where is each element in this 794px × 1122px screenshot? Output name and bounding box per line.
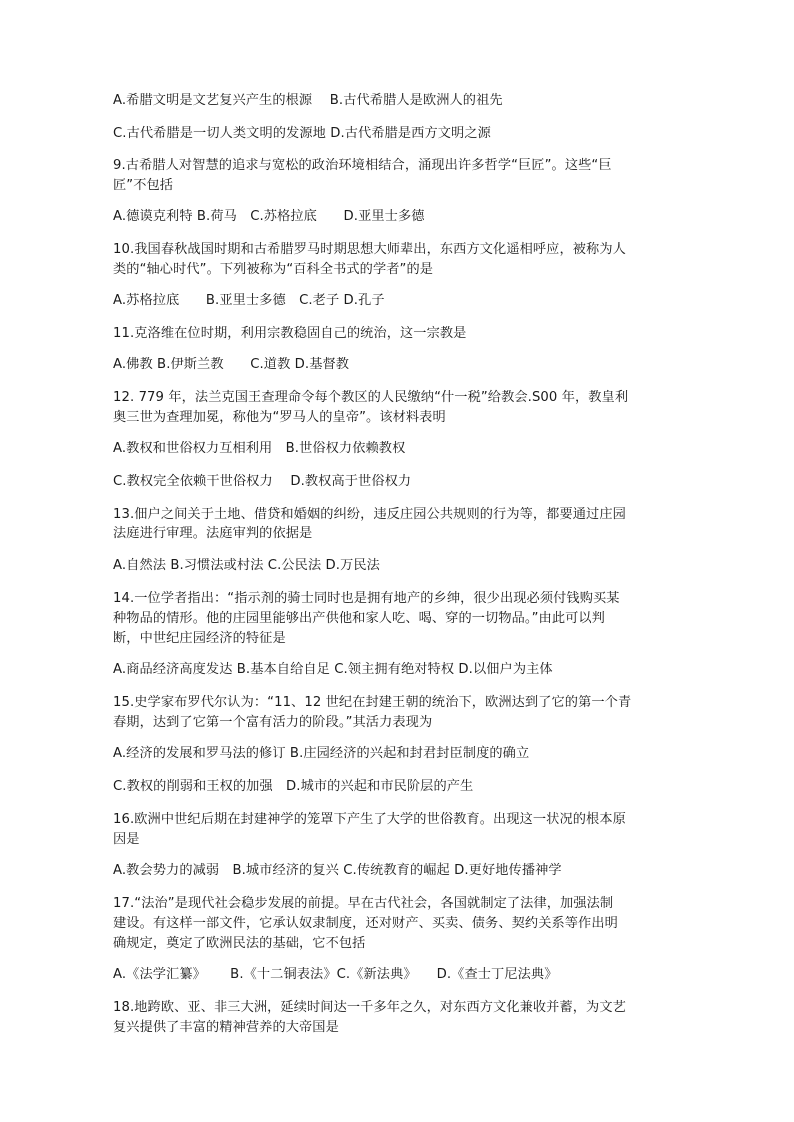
text-line: C.古代希腊是一切人类文明的发源地 D.古代希腊是西方文明之源 — [113, 126, 491, 141]
question-14-options: A.商品经济高度发达 B.基本自给自足 C.领主拥有绝对特权 D.以佃户为主体 — [113, 662, 553, 677]
text-line: 断，中世纪庄园经济的特征是 — [113, 631, 286, 646]
text-line: 种物品的情形。他的庄园里能够出产供他和家人吃、喝、穿的一切物品。”由此可以判 — [113, 611, 605, 626]
question-13-text: 13.佃户之间关于土地、借贷和婚姻的纠纷，违反庄园公共规则的行为等，都要通过庄园 — [113, 507, 626, 522]
question-16-text: 16.欧洲中世纪后期在封建神学的笼罩下产生了大学的世俗教育。出现这一状况的根本原 — [113, 812, 626, 827]
question-12-options: C.教权完全依赖干世俗权力 D.教权高于世俗权力 — [113, 474, 412, 489]
question-10-options: A.苏格拉底 B.亚里士多德 C.老子 D.孔子 — [113, 293, 385, 308]
text-line: 复兴提供了丰富的精神营养的大帝国是 — [113, 1020, 339, 1035]
question-15-text: 15.史学家布罗代尔认为：“11、12 世纪在封建王朝的统治下，欧洲达到了它的第一个青 — [113, 695, 632, 710]
question-18-text: 18.地跨欧、亚、非三大洲，延续时间达一千多年之久，对东西方文化兼收并蓄，为文艺 — [113, 1000, 626, 1015]
question-15-options: A.经济的发展和罗马法的修订 B.庄园经济的兴起和封君封臣制度的确立 — [113, 746, 530, 761]
question-13-options: A.自然法 B.习惯法或村法 C.公民法 D.万民法 — [113, 558, 380, 573]
text-line: 确规定，奠定了欧洲民法的基础，它不包括 — [113, 936, 366, 951]
text-line: A.希腊文明是文艺复兴产生的根源 B.古代希腊人是欧洲人的祖先 — [113, 93, 503, 108]
question-10-text: 10.我国春秋战国时期和古希腊罗马时期思想大师辈出，东西方文化遥相呼应，被称为人 — [113, 242, 626, 257]
question-17-options: A.《法学汇纂》 B.《十二铜表法》C.《新法典》 D.《查士丁尼法典》 — [113, 967, 558, 982]
text-line: 建设。有这样一部文件，它承认奴隶制度，还对财产、买卖、债务、契约关系等作出明 — [113, 916, 618, 931]
question-17-text: 17.“法治”是现代社会稳步发展的前提。早在古代社会，各国就制定了法律，加强法制 — [113, 896, 614, 911]
text-line: 因是 — [113, 832, 140, 847]
question-12-text: 12. 779 年，法兰克国王查理命令每个教区的人民缴纳“什一税”给教会.S00 年，教皇利 — [113, 390, 629, 405]
question-14-text: 14.一位学者指出：“指示剂的骑士同时也是拥有地产的乡绅，很少出现必须付钱购买某 — [113, 591, 620, 606]
question-9-options: A.德谟克利特 B.荷马 C.苏格拉底 D.亚里士多德 — [113, 209, 425, 224]
question-11-options: A.佛教 B.伊斯兰教 C.道教 D.基督教 — [113, 357, 350, 372]
question-11-text: 11.克洛维在位时期，利用宗教稳固自己的统治，这一宗教是 — [113, 326, 467, 341]
text-line: 类的“轴心时代”。下列被称为“百科全书式的学者”的是 — [113, 262, 434, 277]
text-line: 奥三世为查理加冕，称他为“罗马人的皇帝”。该材料表明 — [113, 410, 446, 425]
text-line: 法庭进行审理。法庭审判的依据是 — [113, 526, 313, 541]
text-line: 匠”不包括 — [113, 178, 174, 193]
text-line: 春期，达到了它第一个富有活力的阶段。”其活力表现为 — [113, 715, 433, 730]
question-16-options: A.教会势力的减弱 B.城市经济的复兴 C.传统教育的崛起 D.更好地传播神学 — [113, 863, 562, 878]
question-12-options: A.教权和世俗权力互相利用 B.世俗权力依赖教权 — [113, 441, 406, 456]
question-9-text: 9.古希腊人对智慧的追求与宽松的政治环境相结合，涌现出许多哲学“巨匠”。这些“巨 — [113, 158, 612, 173]
question-15-options: C.教权的削弱和王权的加强 D.城市的兴起和市民阶层的产生 — [113, 779, 474, 794]
